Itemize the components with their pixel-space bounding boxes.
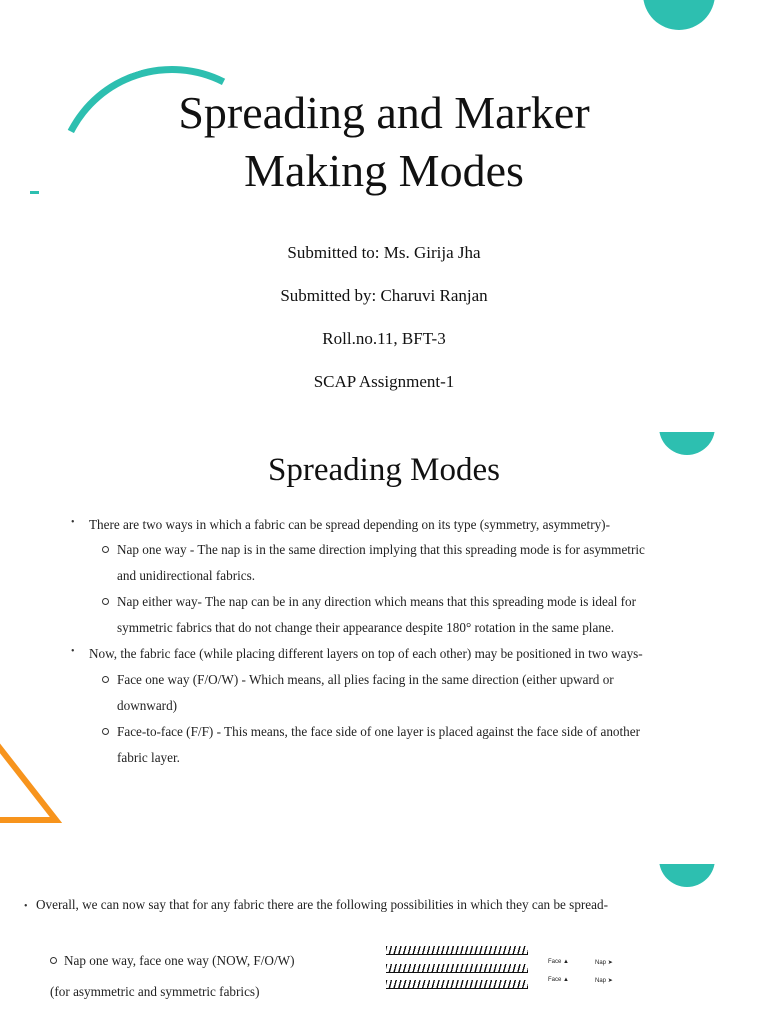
list-item: Nap one way - The nap is in the same direction implying that this spreading mode is for asymmetric [117, 542, 645, 557]
nap-direction-arrow-icon: ➤ [607, 978, 613, 984]
bullet-circle-icon [102, 598, 109, 605]
list-item-continued: symmetric fabrics that do not change their appearance despite 180° rotation in the same plane. [117, 620, 615, 635]
bullet-circle-icon [102, 728, 109, 735]
face-up-arrow-icon: ▲ [563, 977, 569, 983]
face-label: Face ▲ [548, 959, 569, 965]
submitted-to: Submitted to: Ms. Girija Jha [287, 243, 481, 262]
spreading-modes-slide [0, 432, 768, 864]
nap-label: Nap ➤ [595, 960, 613, 966]
orange-triangle-decoration [0, 702, 80, 842]
bullet-circle-icon [50, 957, 57, 964]
fabric-ply [386, 964, 528, 973]
roll-number: Roll.no.11, BFT-3 [322, 329, 446, 348]
list-item-continued: fabric layer. [117, 750, 180, 765]
section-heading: Spreading Modes [268, 452, 500, 488]
fabric-ply [386, 980, 528, 989]
nap-label: Nap ➤ [595, 978, 613, 984]
title-slide [0, 0, 768, 432]
list-item: Now, the fabric face (while placing different layers on top of each other) may be positioned in two ways- [89, 646, 643, 661]
assignment-name: SCAP Assignment-1 [313, 372, 455, 391]
fabric-ply [386, 946, 528, 955]
list-item: Face-to-face (F/F) - This means, the face side of one layer is placed against the face side of another [117, 724, 641, 739]
bullet-circle-icon [102, 546, 109, 553]
presentation-title: Spreading and Marker Making Modes [178, 87, 590, 196]
submitted-by: Submitted by: Charuvi Ranjan [280, 286, 488, 305]
face-up-arrow-icon: ▲ [563, 959, 569, 965]
bullet-circle-icon [102, 676, 109, 683]
bullet-dot-icon: • [24, 901, 28, 912]
possibilities-slide [0, 864, 768, 1024]
list-item: There are two ways in which a fabric can be spread depending on its type (symmetry, asymmetry)- [89, 517, 610, 532]
list-item: Nap either way- The nap can be in any direction which means that this spreading mode is ideal for [117, 594, 637, 609]
bullet-dot-icon: • [71, 517, 75, 528]
teal-half-circle-decoration [659, 864, 715, 887]
list-item-note: (for asymmetric and symmetric fabrics) [50, 984, 260, 999]
bullet-dot-icon: • [71, 646, 75, 657]
face-label: Face ▲ [548, 977, 569, 983]
nap-direction-arrow-icon: ➤ [607, 960, 613, 966]
list-item-continued: downward) [117, 698, 178, 713]
teal-circle-decoration [643, 0, 715, 30]
list-item: Nap one way, face one way (NOW, F/O/W) [64, 953, 295, 968]
list-item-continued: and unidirectional fabrics. [117, 568, 256, 583]
list-item: Face one way (F/O/W) - Which means, all plies facing in the same direction (either upward or [117, 672, 614, 687]
overall-statement: Overall, we can now say that for any fabric there are the following possibilities in which they can be spread- [36, 897, 608, 912]
